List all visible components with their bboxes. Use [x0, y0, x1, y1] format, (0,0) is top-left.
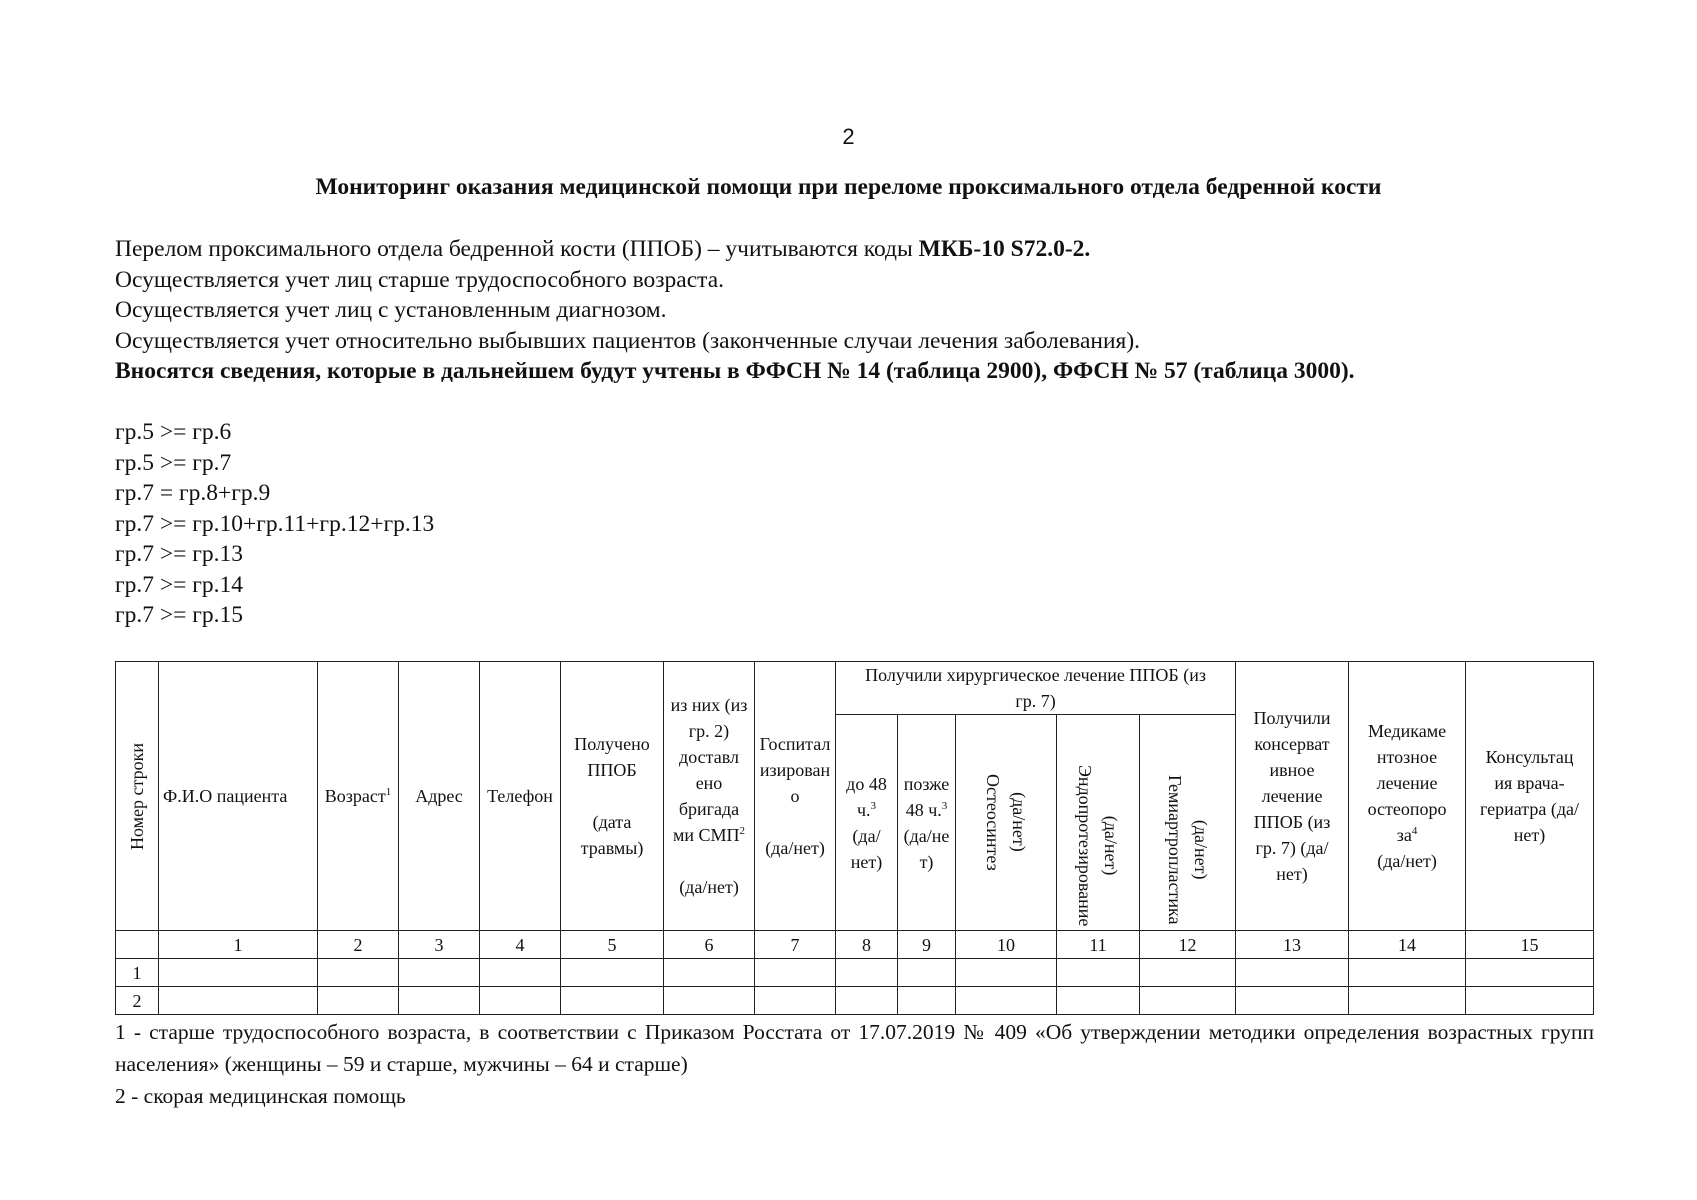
rule-line: гр.7 >= гр.15	[115, 602, 244, 628]
header-within-48h: до 48 ч.$^3$ (да/ нет)	[836, 715, 898, 931]
column-number: 15	[1466, 931, 1594, 959]
rule-line: гр.7 = гр.8+гр.9	[115, 480, 271, 506]
column-number: 13	[1236, 931, 1349, 959]
rule-line: гр.7 >= гр.13	[115, 541, 244, 567]
column-number: 4	[480, 931, 561, 959]
data-cell[interactable]	[480, 987, 561, 1015]
header-address: Адрес	[399, 662, 480, 931]
data-cell[interactable]	[399, 987, 480, 1015]
header-hemiarthroplasty: Гемиартропластика (да/нет)	[1140, 715, 1236, 931]
data-cell[interactable]	[1236, 959, 1349, 987]
data-cell[interactable]	[664, 987, 755, 1015]
header-osteosynthesis: Остеосинтез (да/нет)	[956, 715, 1057, 931]
column-number: 9	[898, 931, 956, 959]
header-surgical-group: Получили хирургическое лечение ППОБ (из гр. 7)	[836, 662, 1236, 715]
data-cell[interactable]	[1466, 987, 1594, 1015]
column-number: 1	[159, 931, 318, 959]
data-cell[interactable]	[1140, 987, 1236, 1015]
header-injury-date: Получено ППОБ (дата травмы)	[561, 662, 664, 931]
footnote-2: 2 - скорая медицинская помощь	[115, 1084, 406, 1108]
header-phone: Телефон	[480, 662, 561, 931]
icd-codes-bold: МКБ-10 S72.0-2.	[918, 236, 1091, 262]
header-delivered-ambulance: из них (из гр. 2) доставл ено бригада ми СМП$^2$ (да/нет)	[664, 662, 755, 931]
table-row	[116, 987, 1594, 1015]
footnote-1: 1 - старше трудоспособного возраста, в соответствии с Приказом Росстата от 17.07.2019 № 409 «Об утверждении методики определения возрастных групп населения» (женщины – 59 и старше, мужчины – 64 и старше)	[115, 1020, 1594, 1076]
data-cell[interactable]	[898, 959, 956, 987]
header-hospitalized: Госпитал изирован о (да/нет)	[755, 662, 836, 931]
intro-block	[115, 234, 1595, 387]
data-cell[interactable]	[561, 987, 664, 1015]
column-number: 3	[399, 931, 480, 959]
column-number: 6	[664, 931, 755, 959]
column-numbers-row	[116, 931, 1594, 959]
data-cell[interactable]	[399, 959, 480, 987]
column-number: 7	[755, 931, 836, 959]
document-title: Мониторинг оказания медицинской помощи при переломе проксимального отдела бедренной кости	[315, 174, 1382, 200]
data-cell[interactable]	[956, 987, 1057, 1015]
header-after-48h: позже 48 ч.$^3$ (да/не т)	[898, 715, 956, 931]
data-cell[interactable]	[956, 959, 1057, 987]
rule-line: гр.5 >= гр.6	[115, 419, 232, 445]
column-number: 12	[1140, 931, 1236, 959]
header-medication: Медикаме нтозное лечение остеопоро $за^4$ (да/нет)	[1349, 662, 1466, 931]
data-cell[interactable]	[1236, 987, 1349, 1015]
table-row	[116, 959, 1594, 987]
intro-line-age: Осуществляется учет лиц старше трудоспособного возраста.	[115, 266, 725, 293]
rule-line: гр.7 >= гр.10+гр.11+гр.12+гр.13	[115, 510, 435, 537]
page-number: 2	[842, 124, 855, 149]
data-cell[interactable]	[664, 959, 755, 987]
data-cell[interactable]	[480, 959, 561, 987]
header-age: Возраст$^1$	[318, 662, 399, 931]
data-cell[interactable]	[898, 987, 956, 1015]
data-cell[interactable]	[318, 987, 399, 1015]
data-cell[interactable]	[561, 959, 664, 987]
header-endoprosthesis: Эндопротезирование (да/нет)	[1057, 715, 1140, 931]
data-cell[interactable]	[836, 987, 898, 1015]
data-cell[interactable]	[159, 987, 318, 1015]
column-number: 11	[1057, 931, 1140, 959]
column-number: 5	[561, 931, 664, 959]
data-cell[interactable]	[755, 959, 836, 987]
column-number: 14	[1349, 931, 1466, 959]
column-number: 2	[318, 931, 399, 959]
data-cell[interactable]	[755, 987, 836, 1015]
column-number: 10	[956, 931, 1057, 959]
header-patient-name: Ф.И.О пациента	[159, 662, 318, 931]
intro-line-discharged: Осуществляется учет относительно выбывших пациентов (законченные случаи лечения заболевания).	[115, 327, 1141, 354]
data-cell[interactable]	[1349, 987, 1466, 1015]
row-number-cell: 1	[116, 959, 159, 987]
header-geriatrician: Консультац ия врача- гериатра (да/нет)	[1466, 662, 1594, 931]
intro-line-1-text: Перелом проксимального отдела бедренной кости (ППОБ) – учитываются коды	[115, 236, 919, 262]
ffsn-bold-text: Вносятся сведения, которые в дальнейшем будут учтены в ФФСН № 14 (таблица 2900), ФФСН № 57 (таблица 3000).	[115, 358, 1355, 384]
row-number-cell: 2	[116, 987, 159, 1015]
intro-line-ffsn	[115, 356, 1595, 387]
data-cell[interactable]	[1057, 987, 1140, 1015]
data-cell[interactable]	[1140, 959, 1236, 987]
monitoring-table	[115, 661, 1594, 1015]
data-cell[interactable]	[318, 959, 399, 987]
column-number	[116, 931, 159, 959]
data-cell[interactable]	[159, 959, 318, 987]
footnotes	[115, 1016, 1594, 1112]
data-cell[interactable]	[836, 959, 898, 987]
intro-line-icd-codes	[115, 234, 1595, 265]
rule-line: гр.7 >= гр.14	[115, 571, 244, 598]
header-row-number: Номер строки	[116, 662, 159, 931]
header-conservative: Получили консерват ивное лечение ППОБ (из гр. 7) (да/нет)	[1236, 662, 1349, 931]
data-cell[interactable]	[1466, 959, 1594, 987]
header-row-top	[116, 662, 1594, 715]
rule-line: гр.5 >= гр.7	[115, 449, 232, 476]
intro-line-diagnosis: Осуществляется учет лиц с установленным диагнозом.	[115, 297, 667, 323]
data-cell[interactable]	[1057, 959, 1140, 987]
data-cell[interactable]	[1349, 959, 1466, 987]
column-number: 8	[836, 931, 898, 959]
validation-rules	[115, 417, 434, 631]
